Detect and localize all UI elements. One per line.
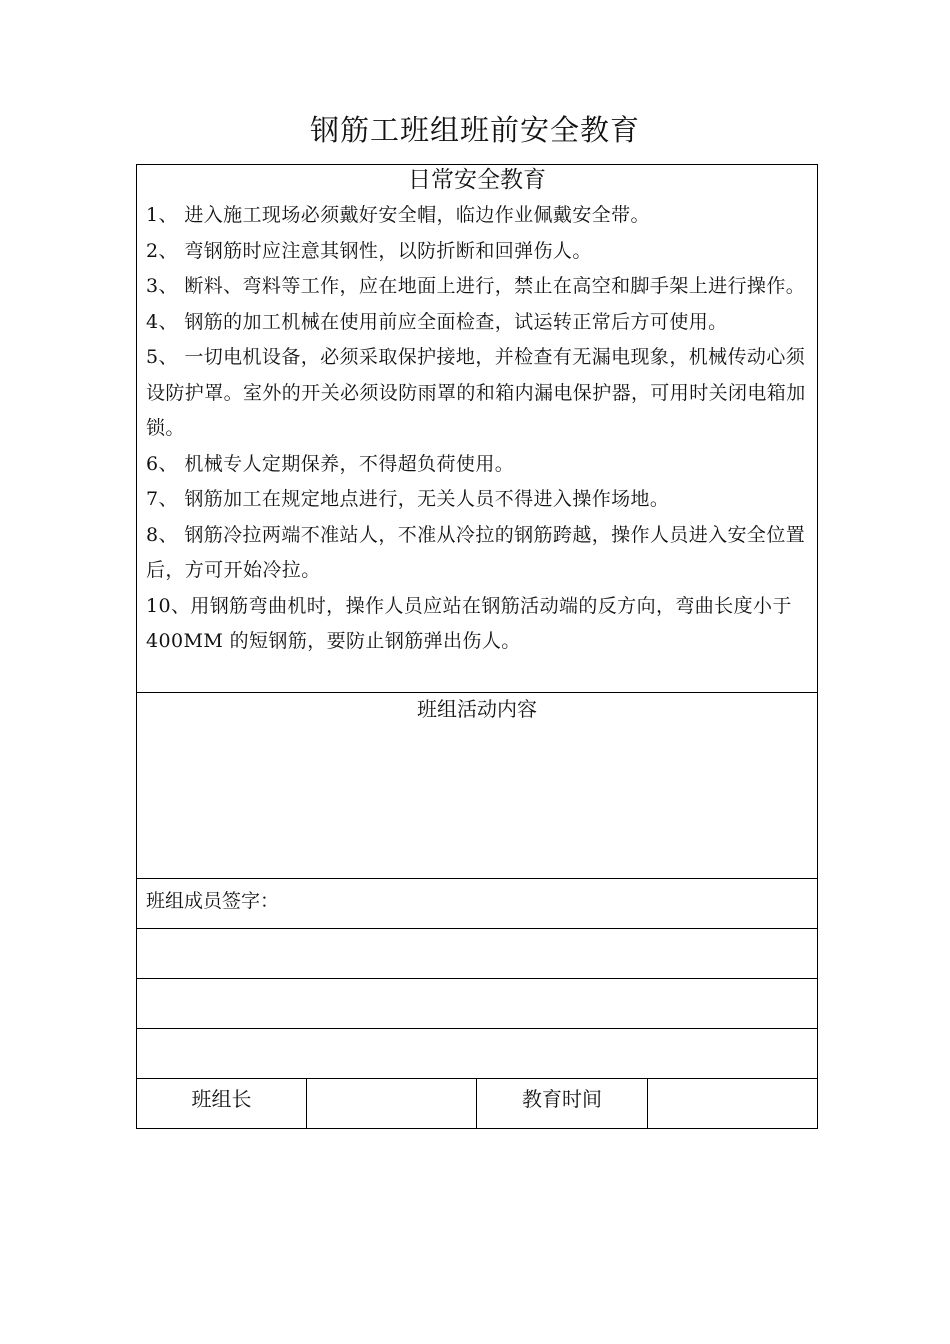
activity-section[interactable]	[137, 693, 818, 879]
safety-rule-8: 8、 钢筋冷拉两端不准站人，不准从冷拉的钢筋跨越，操作人员进入安全位置后，方可开始冷拉。	[146, 523, 806, 581]
signature-label: 班组成员签字：	[146, 890, 280, 912]
safety-rule-1: 1、 进入施工现场必须戴好安全帽，临边作业佩戴安全带。	[146, 204, 650, 226]
activity-heading: 班组活动内容	[417, 697, 538, 721]
signature-line-1[interactable]	[137, 929, 818, 979]
safety-rule-10: 10、用钢筋弯曲机时，操作人员应站在钢筋活动端的反方向，弯曲长度小于 400MM 的短钢筋，要防止钢筋弹出伤人。	[146, 594, 792, 652]
time-label: 教育时间	[522, 1087, 602, 1111]
daily-safety-section	[137, 165, 818, 693]
safety-rules-list	[137, 195, 817, 660]
safety-education-form	[136, 164, 818, 1129]
document-title: 钢筋工班组班前安全教育	[309, 113, 640, 147]
signature-line-2[interactable]	[137, 979, 818, 1029]
safety-rule-4: 4、 钢筋的加工机械在使用前应全面检查，试运转正常后方可使用。	[146, 310, 728, 333]
safety-rule-3: 3、 断料、弯料等工作，应在地面上进行，禁止在高空和脚手架上进行操作。	[146, 275, 806, 297]
time-label-cell	[477, 1079, 648, 1129]
signature-label-row	[137, 879, 818, 929]
leader-label: 班组长	[191, 1087, 252, 1111]
safety-rule-7: 7、 钢筋加工在规定地点进行，无关人员不得进入操作场地。	[146, 488, 670, 510]
safety-rule-2: 2、 弯钢筋时应注意其钢性，以防折断和回弹伤人。	[146, 239, 592, 262]
leader-value-cell[interactable]	[307, 1079, 477, 1129]
daily-safety-heading: 日常安全教育	[408, 167, 547, 193]
leader-label-cell	[137, 1079, 307, 1129]
time-value-cell[interactable]	[648, 1079, 818, 1129]
safety-rule-5: 5、 一切电机设备，必须采取保护接地，并检查有无漏电现象，机械传动心须设防护罩。室外的开关必须设防雨罩的和箱内漏电保护器，可用时关闭电箱加锁。	[146, 346, 806, 439]
safety-rule-6: 6、 机械专人定期保养，不得超负荷使用。	[146, 452, 515, 475]
signature-line-3[interactable]	[137, 1029, 818, 1079]
